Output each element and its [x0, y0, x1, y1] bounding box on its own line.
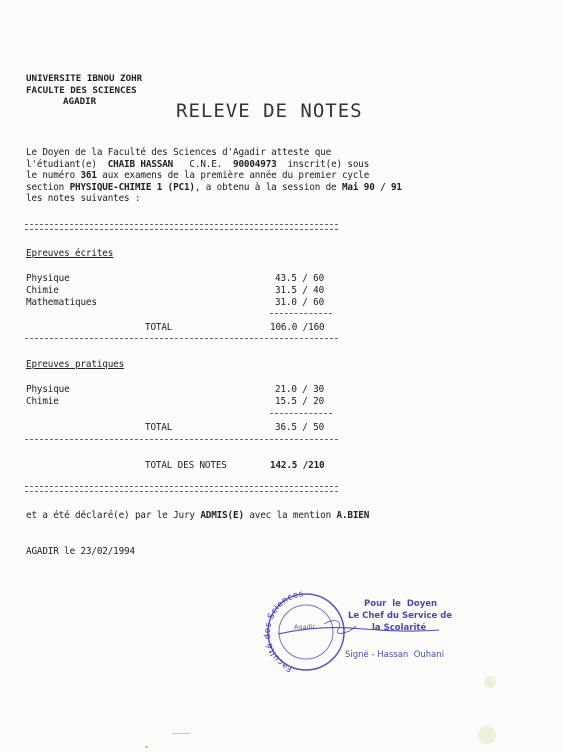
written-subject-math: Mathematiques [26, 297, 97, 308]
grand-total-score: 142.5 /210 [270, 460, 325, 471]
student-cne: 90004973 [233, 158, 277, 170]
student-name: CHAIB HASSAN [107, 158, 174, 170]
jury-text: avec la mention [243, 510, 337, 521]
intro-text: inscrit(e) sous [276, 158, 370, 170]
scan-artifact [484, 676, 496, 688]
grand-total-label: TOTAL DES NOTES [145, 460, 227, 471]
signature-line-3: la Scolarité [372, 623, 427, 633]
intro-text: aux examens de la première année du premier cycle [96, 170, 370, 181]
written-subject-chimie: Chimie [26, 285, 59, 296]
session-name: Mai 90 / 91 [341, 181, 402, 193]
signature-line-2: Le Chef du Service de [348, 611, 453, 621]
practical-subject-physique: Physique [26, 384, 70, 395]
section-divider [25, 439, 338, 440]
written-subject-physique: Physique [26, 273, 70, 284]
practical-exams-heading: Epreuves pratiques [26, 359, 125, 370]
registration-number: 361 [80, 170, 97, 181]
jury-text: et a été déclaré(e) par le Jury [26, 510, 201, 521]
faculty-name: FACULTE DES SCIENCES [26, 84, 137, 96]
svg-text:Agadir: Agadir [294, 623, 316, 631]
document-title: RELEVE DE NOTES [176, 100, 363, 122]
intro-line-3 [26, 170, 369, 181]
section-divider [25, 224, 338, 230]
written-total-label: TOTAL [145, 322, 173, 333]
jury-mention: A.BIEN [336, 510, 370, 521]
written-total-score: 106.0 /160 [270, 322, 325, 333]
written-score-physique: 43.5 / 60 [275, 273, 325, 284]
intro-line-5: les notes suivantes : [26, 193, 141, 204]
jury-decision-line [26, 510, 369, 521]
score-separator [270, 413, 332, 414]
university-name: UNIVERSITE IBNOU ZOHR [26, 73, 143, 84]
section-name: PHYSIQUE-CHIMIE 1 (PC1) [69, 181, 195, 193]
intro-line-4 [26, 182, 402, 193]
practical-score-chimie: 15.5 / 20 [275, 396, 325, 407]
issue-date-line: AGADIR le 23/02/1994 [26, 546, 135, 557]
intro-text: l'étudiant(e) [26, 158, 108, 170]
signature-signed: Signé - Hassan Ouhani [345, 650, 445, 660]
intro-text: section [26, 181, 70, 193]
jury-result: ADMIS(E) [200, 510, 244, 521]
practical-total-label: TOTAL [145, 422, 173, 433]
intro-text: C.N.E. [173, 158, 234, 170]
written-score-math: 31.0 / 60 [275, 297, 325, 308]
written-exams-heading: Epreuves écrites [26, 248, 114, 259]
scan-artifact [478, 726, 496, 744]
practical-subject-chimie: Chimie [26, 396, 59, 407]
practical-total-score: 36.5 / 50 [275, 422, 325, 433]
scan-artifact [145, 746, 148, 748]
practical-score-physique: 21.0 / 30 [275, 384, 325, 395]
intro-line-2 [26, 159, 369, 170]
intro-text: , a obtenu à la session de [194, 181, 342, 193]
score-separator [270, 313, 332, 314]
section-divider [25, 486, 338, 492]
city-name: AGADIR [63, 96, 97, 108]
intro-text: le numéro [26, 170, 81, 181]
scan-artifact [172, 733, 190, 734]
svg-text:Faculté des Sciences: Faculté des Sciences [262, 589, 305, 674]
section-divider [25, 338, 338, 339]
signature-line-1: Pour le Doyen [364, 599, 438, 609]
written-score-chimie: 31.5 / 40 [275, 285, 325, 296]
institution-header [26, 73, 142, 108]
intro-line-1: Le Doyen de la Faculté des Sciences d'Agadir atteste que [26, 147, 332, 158]
